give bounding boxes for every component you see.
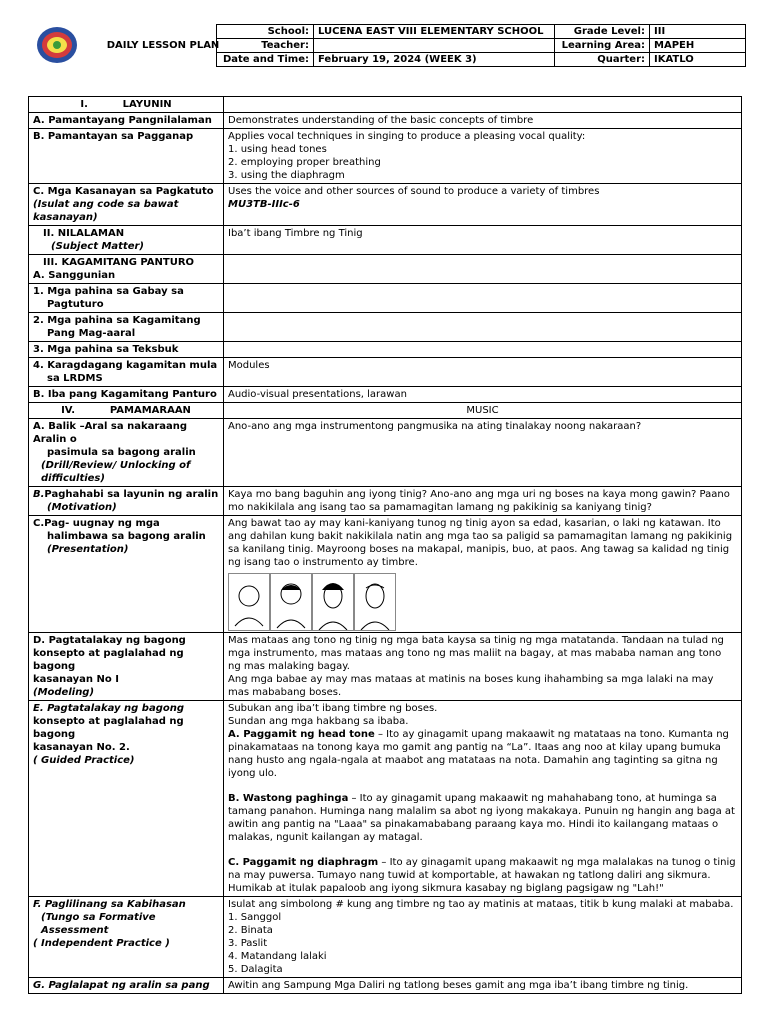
school-label: School:: [217, 25, 314, 39]
row-label: 2. Mga pahina sa Kagamitang Pang Mag-aaral: [29, 313, 224, 342]
table-row: [29, 978, 742, 994]
timbre-illustrations: [228, 573, 737, 631]
area-value: MAPEH: [650, 39, 746, 53]
table-row: [29, 487, 742, 516]
table-row: [29, 358, 742, 387]
table-row: [29, 701, 742, 897]
subject-music: MUSIC: [224, 403, 742, 419]
quarter-value: IKATLO: [650, 53, 746, 67]
row-value: Awitin ang Sampung Mga Daliri ng tatlong beses gamit ang mga iba’t ibang timbre ng tinig.: [224, 978, 742, 994]
child-icon: [270, 573, 312, 631]
table-row: [29, 284, 742, 313]
row-label: G. Paglalapat ng aralin sa pang: [29, 978, 224, 994]
grade-label: Grade Level:: [555, 25, 650, 39]
teacher-value: [314, 39, 555, 53]
table-row: [29, 633, 742, 701]
school-value: LUCENA EAST VIII ELEMENTARY SCHOOL: [314, 25, 555, 39]
table-row: [29, 255, 742, 284]
row-value: Kaya mo bang baguhin ang iyong tinig? Ano-ano ang mga uri ng boses na kaya mong gawin? Paano mo nakikilala ang isang tao sa pamamagitan lamang ng pakikinig sa kaniyang tinig?: [224, 487, 742, 516]
date-value: February 19, 2024 (WEEK 3): [314, 53, 555, 67]
list-item: 1. using head tones: [228, 144, 327, 155]
table-row: [29, 313, 742, 342]
list-item: 3. Paslit: [228, 938, 268, 949]
row-label: 3. Mga pahina sa Teksbuk: [29, 342, 224, 358]
table-row: [29, 226, 742, 255]
row-label: E. Pagtatalakay ng bagong konsepto at paglalahad ng bagong kasanayan No. 2. ( Guided Practice): [29, 701, 224, 897]
school-seal-icon: [36, 24, 78, 66]
row-label: A. Balik –Aral sa nakaraang Aralin o pasimula sa bagong aralin (Drill/Review/ Unlocking of difficulties): [29, 419, 224, 487]
list-item: 5. Dalagita: [228, 964, 283, 975]
row-label: B. Pamantayan sa Pagganap: [29, 129, 224, 184]
quarter-label: Quarter:: [555, 53, 650, 67]
row-label: D. Pagtatalakay ng bagong konsepto at paglalahad ng bagong kasanayan No I (Modeling): [29, 633, 224, 701]
grade-value: III: [650, 25, 746, 39]
table-row: [29, 387, 742, 403]
row-value: Subukan ang iba’t ibang timbre ng boses. Sundan ang mga hakbang sa ibaba. A. Paggamit ng head tone – Ito ay ginagamit upang makaawit ng matataas na tono. Kumanta ng pinakamataas na tonong kaya mo gamit ang pantig na “La”. Itaas ang noo at kilay upang bumuka nang husto ang ngala-ngala at maabot ang matataas na nota. Damahin ang taginting sa gitna ng iyong ulo. B. Wastong paghinga – Ito ay ginagamit upang makaawit ng mahahabang tono, at huminga sa tamang panahon. Huminga nang malalim sa abot ng iyong makakaya. Punuin ng hangin ang baga at awitin ang pantig na "Laaa" sa pinakamababang paraang kaya mo. Hindi ito kailangang mataas o malakas, ngunit kailangan ay matagal. C. Paggamit ng diaphragm – Ito ay ginagamit upang makaawit ng mga malalakas na tunog o tinig na may puwersa. Tumayo nang tuwid at komportable, at hawakan ng tatlong daliri ang sikmura. Humikab at itulak papaloob ang iyong sikmura kasabay ng biglang pagsigaw ng "Lah!": [224, 701, 742, 897]
row-value: Uses the voice and other sources of sound to produce a variety of timbres MU3TB-IIIc-6: [224, 184, 742, 226]
table-row: [29, 97, 742, 113]
competency-code: MU3TB-IIIc-6: [228, 199, 300, 210]
lesson-table: [28, 96, 742, 994]
row-label: C.Pag- uugnay ng mga halimbawa sa bagong aralin (Presentation): [29, 516, 224, 633]
table-row: [29, 419, 742, 487]
table-row: [29, 897, 742, 978]
row-value: Demonstrates understanding of the basic concepts of timbre: [224, 113, 742, 129]
section-kagamitan: III. KAGAMITANG PANTURO A. Sanggunian: [29, 255, 224, 284]
row-label: C. Mga Kasanayan sa Pagkatuto (Isulat ang code sa bawat kasanayan): [29, 184, 224, 226]
row-value: Ang bawat tao ay may kani-kaniyang tunog ng tinig ayon sa edad, kasarian, o laki ng katawan. Ito ang dahilan kung bakit nakikilala natin ang mga tao sa paligid sa pamamagitan lamang ng pakikinig sa kanilang tinig. Mayroong boses na makapal, manipis, buo, at paos. Ang tawag sa kalidad ng tinig ng isang tao o instrumento ay timbre.: [224, 516, 742, 633]
baby-icon: [228, 573, 270, 631]
row-value: Iba’t ibang Timbre ng Tinig: [224, 226, 742, 255]
teacher-label: Teacher:: [217, 39, 314, 53]
row-label: 4. Karagdagang kagamitan mula sa LRDMS: [29, 358, 224, 387]
list-item: 2. Binata: [228, 925, 273, 936]
old-man-icon: [354, 573, 396, 631]
table-row: [29, 516, 742, 633]
row-value: Audio-visual presentations, larawan: [224, 387, 742, 403]
list-item: 1. Sanggol: [228, 912, 282, 923]
table-row: [29, 113, 742, 129]
row-value: Ano-ano ang mga instrumentong pangmusika na ating tinalakay noong nakaraan?: [224, 419, 742, 487]
doc-title: DAILY LESSON PLAN: [106, 39, 220, 51]
table-row: [29, 184, 742, 226]
row-value: Modules: [224, 358, 742, 387]
row-label: A. Pamantayang Pangnilalaman: [29, 113, 224, 129]
row-value: Isulat ang simbolong # kung ang timbre ng tao ay matinis at mataas, titik b kung malaki at mababa. 1. Sanggol 2. Binata 3. Paslit 4. Matandang lalaki 5. Dalagita: [224, 897, 742, 978]
table-row: [29, 129, 742, 184]
row-value: Mas mataas ang tono ng tinig ng mga bata kaysa sa tinig ng mga matatanda. Tandaan na tulad ng mga instrumento, mas mataas ang tono ng mas maliit na bagay, at mas mababa naman ang tono ng mas malaking bagay. Ang mga babae ay may mas mataas at matinis na boses kung ihahambing sa mga lalaki na may mas mababang boses.: [224, 633, 742, 701]
row-label: F. Paglilinang sa Kabihasan (Tungo sa Formative Assessment ( Independent Practice ): [29, 897, 224, 978]
date-label: Date and Time:: [217, 53, 314, 67]
table-row: [29, 403, 742, 419]
list-item: 4. Matandang lalaki: [228, 951, 327, 962]
section-nilalaman: II. NILALAMAN (Subject Matter): [29, 226, 224, 255]
row-label: B. Iba pang Kagamitang Panturo: [29, 387, 224, 403]
info-table: [216, 24, 746, 67]
section-pamamaraan: IV. PAMAMARAAN: [29, 403, 224, 419]
list-item: 3. using the diaphragm: [228, 170, 345, 181]
section-layunin: I. LAYUNIN: [29, 97, 224, 113]
row-label: B.Paghahabi sa layunin ng aralin (Motivation): [29, 487, 224, 516]
table-row: [29, 342, 742, 358]
row-label: 1. Mga pahina sa Gabay sa Pagtuturo: [29, 284, 224, 313]
row-value: Applies vocal techniques in singing to produce a pleasing vocal quality: 1. using head tones 2. employing proper breathing 3. using the diaphragm: [224, 129, 742, 184]
young-man-icon: [312, 573, 354, 631]
list-item: 2. employing proper breathing: [228, 157, 381, 168]
area-label: Learning Area:: [555, 39, 650, 53]
